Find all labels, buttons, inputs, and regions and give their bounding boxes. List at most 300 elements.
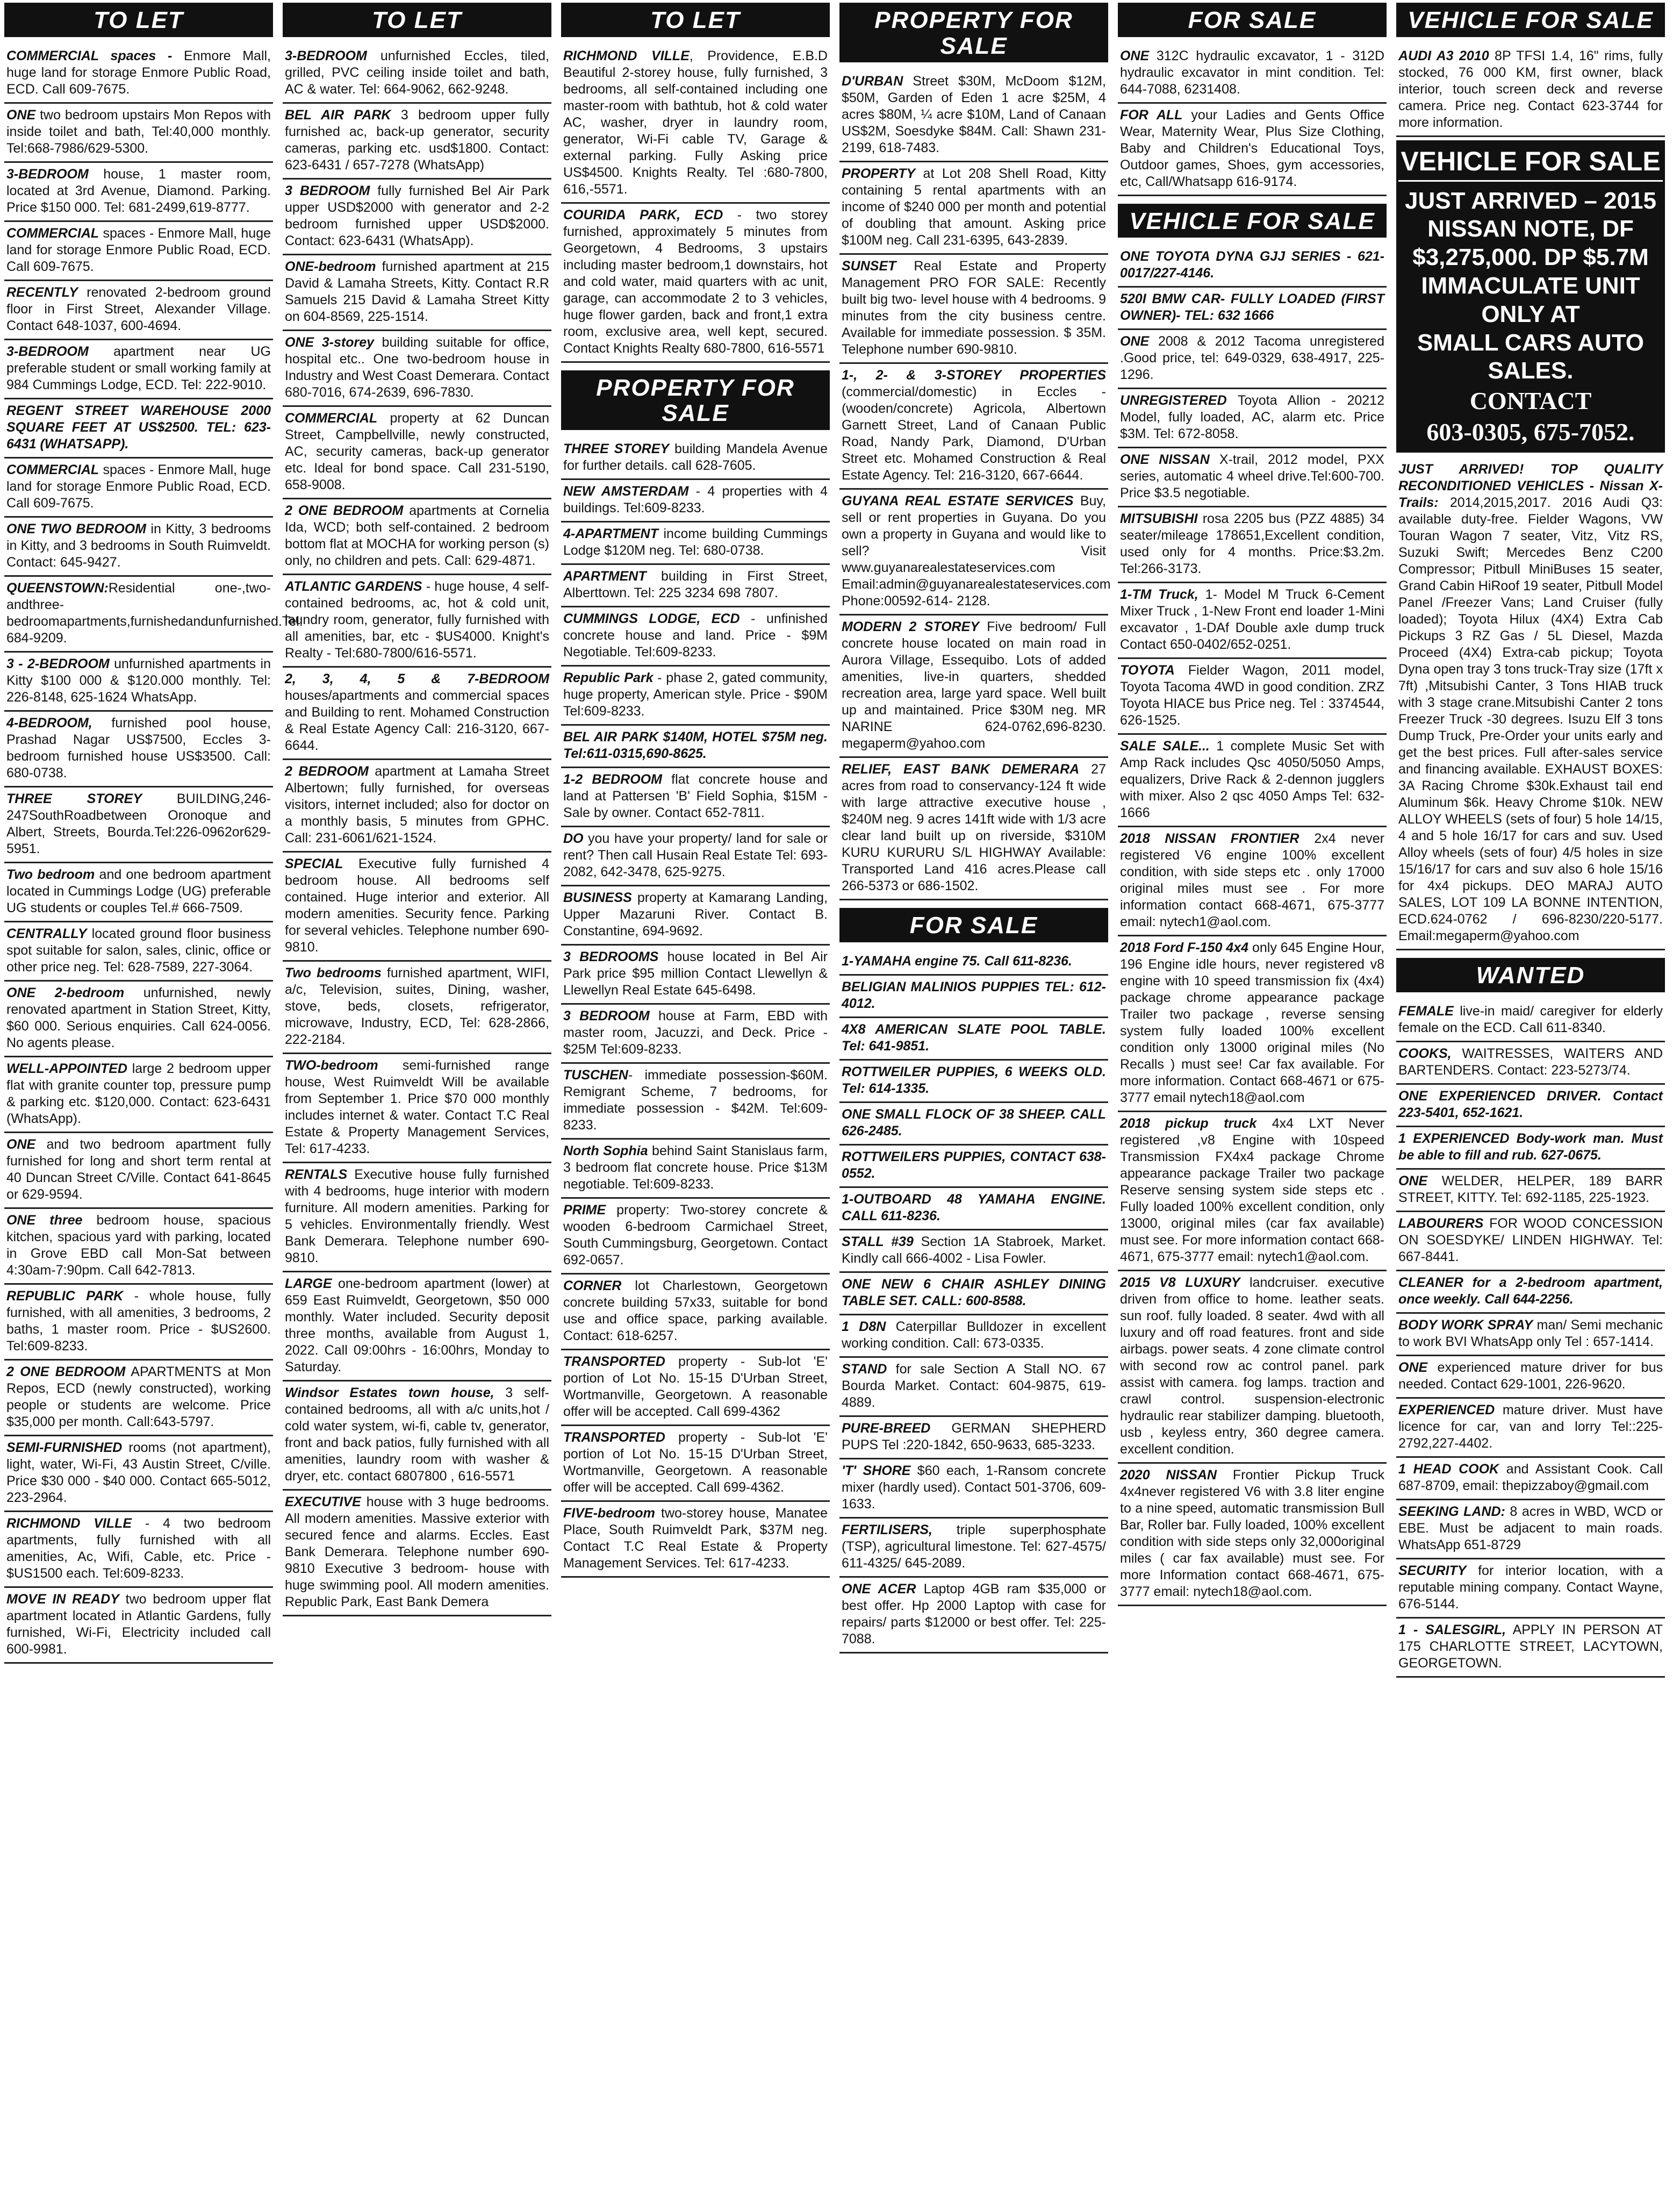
ad-lead: NEW AMSTERDAM <box>563 483 689 499</box>
classified-ad <box>561 522 830 565</box>
ad-text: Frontier Pickup Truck 4x4never registered V6 with 3.8 liter engine to a nine speed, automatic transmission Bull Bar, Roller bar. Fully loaded, 100% excellent condition with side steps only 32,000original miles ( car fax available) must see. For more Information contact 668-4671, 675-3777 email: nytech18@aol.com. <box>1120 1467 1384 1600</box>
ad-lead: Two bedroom <box>6 867 95 882</box>
ad-text: and Assistant Cook. Call 687-8709, email: thepizzaboy@gmail.com <box>1398 1461 1663 1493</box>
classified-ad <box>4 982 273 1057</box>
ad-lead: CLEANER for a 2-bedroom apartment, once weekly. Call 644-2256. <box>1398 1275 1663 1307</box>
classified-ad <box>283 255 551 331</box>
promo-line: SALES. <box>1488 357 1574 384</box>
ad-lead: REPUBLIC PARK <box>6 1288 124 1304</box>
ad-text: 4x4 LXT Never registered ,v8 Engine with 10speed Transmission FX4x4 package Chrome appearance package Trailer two package Reserve sensing system side steps etc . Fully loaded 100% excellent condition, only 13000, original miles (car fax available) must see. For more information contact 668-4671, 675-3777 email: nytech1@aol.com. <box>1120 1116 1384 1265</box>
classified-ad <box>1118 448 1387 507</box>
promo-line: IMMACULATE UNIT <box>1421 272 1640 299</box>
section-header: VEHICLE FOR SALE <box>1118 204 1387 238</box>
ad-text: spaces - Enmore Mall, huge land for storage Enmore Public Road, ECD. Call 609-7675. <box>6 462 271 511</box>
ad-text: Five bedroom/ Full concrete house located on main road in Aurora Village, Essequibo. Lots of added amenities, live-in quarters, shedded recreation area, large yard space. Well built up and maintained. Price $30M neg. MR NARINE 624-0762,696-8230. megaperm@yahoo.com <box>842 619 1107 751</box>
section-header: TO LET <box>561 3 830 37</box>
ad-lead: ONE ACER <box>842 1581 916 1597</box>
classified-ad <box>1118 507 1387 583</box>
ad-text: in Kitty, 3 bedrooms in Kitty, and 3 bedrooms in South Ruimveldt. Contact: 645-9427. <box>6 521 271 570</box>
classified-ad <box>4 104 273 163</box>
classified-ad <box>1396 1271 1665 1314</box>
classified-ad <box>4 1361 273 1436</box>
ad-lead: COMMERCIAL <box>6 225 99 241</box>
column-2 <box>283 3 551 2207</box>
ad-lead: 1-OUTBOARD 48 YAMAHA ENGINE. CALL 611-8236. <box>842 1191 1106 1223</box>
classified-ad <box>1118 827 1387 936</box>
ad-lead: 2015 V8 LUXURY <box>1120 1275 1240 1291</box>
section-header: TO LET <box>283 3 551 37</box>
ad-text: house with 3 huge bedrooms. All modern amenities. Massive exterior with secured fence and alarms. Eccles. East Bank Demerara. Telephone number 690-9810 Executive 3 bedroom- house with huge swimming pool. All modern amenities. Republic Park, East Bank Demera <box>285 1494 549 1609</box>
ad-text: BUILDING,246-247SouthRoadbetween Oronoque and Albert, Streets, Bourda.Tel:226-0962or629-5951. <box>6 791 271 856</box>
classified-ad <box>4 1285 273 1361</box>
ad-lead: 3 - 2-BEDROOM <box>6 656 110 671</box>
ad-lead: THREE STOREY <box>563 441 670 456</box>
ad-text: two-storey house, Manatee Place, South Ruimveldt Park, $37M neg. Contact T.C Real Estate & Property Management Services. Tel: 617-4233. <box>563 1505 828 1571</box>
classified-ad <box>839 255 1108 364</box>
classified-ad <box>839 1018 1108 1061</box>
classified-ad <box>561 1502 830 1578</box>
ad-text: - phase 2, gated community, huge property, American style. Price - $90M Tel:609-8233. <box>563 670 828 719</box>
classified-ad <box>1396 1356 1665 1399</box>
ad-text: renovated 2-bedroom ground floor in First Street, Alexander Village. Contact 648-1037, 600-4694. <box>6 284 271 333</box>
section-header: WANTED <box>1396 958 1665 992</box>
ad-lead: SECURITY <box>1398 1563 1467 1578</box>
classified-ad <box>561 827 830 886</box>
classified-ad <box>839 364 1108 490</box>
ad-lead: ONE EXPERIENCED DRIVER. Contact 223-5401, 652-1621. <box>1398 1088 1663 1120</box>
ad-text: property at 62 Duncan Street, Campbellville, newly constructed, AC, security cameras, back-up generator etc. Ideal for bond space. Call 231-5190, 658-9008. <box>285 410 549 492</box>
ad-lead: 1-TM Truck, <box>1120 587 1198 603</box>
classified-ad <box>1118 1112 1387 1271</box>
classified-ad <box>839 950 1108 976</box>
classified-ad <box>4 340 273 399</box>
classified-ad <box>4 863 273 922</box>
classified-ad <box>839 162 1108 255</box>
classified-ad <box>1396 1042 1665 1085</box>
classified-ad <box>4 577 303 653</box>
ad-lead: SEMI-FURNISHED <box>6 1440 123 1455</box>
classified-ad <box>839 1315 1108 1358</box>
classified-ad <box>839 1230 1108 1273</box>
ad-text: large 2 bedroom upper flat with granite counter top, pressure pump & parking etc. $120,000. Contact: 623-6431 (WhatsApp). <box>6 1061 271 1126</box>
ad-lead: FOR ALL <box>1120 107 1183 123</box>
classified-ad <box>561 946 830 1005</box>
ad-lead: 2018 pickup truck <box>1120 1116 1257 1132</box>
ad-lead: 1-2 BEDROOM <box>563 771 662 787</box>
ad-lead: TRANSPORTED <box>563 1354 665 1369</box>
ad-lead: FEMALE <box>1398 1003 1454 1019</box>
classified-ad <box>839 1417 1108 1459</box>
ad-text: apartments at Cornelia Ida, WCD; both self-contained. 2 bedroom bottom flat at MOCHA for working person (s) only, no children and pets. Call: 629-4871. <box>285 503 549 568</box>
section-header: FOR SALE <box>839 908 1108 942</box>
ad-text: Executive house fully furnished with 4 bedrooms, huge interior with modern furniture. All modern amenities. Parking for 5 vehicles. Environmentally friendly. West Bank Demerara. Telephone number 690-9810. <box>285 1166 549 1265</box>
classified-ad <box>839 70 1108 162</box>
ad-text: flat concrete house and land at Pattersen 'B' Field Sophia, $15M - Sale by owner. Contact 652-7811. <box>563 771 828 820</box>
classified-ad <box>561 1275 830 1350</box>
classified-ad <box>283 1163 551 1272</box>
ad-lead: RICHMOND VILLE <box>563 48 690 63</box>
ad-text: building Mandela Avenue for further details. call 628-7605. <box>563 441 828 473</box>
classified-ad <box>561 667 830 726</box>
ad-lead: ONE <box>1120 334 1150 349</box>
ad-text: 2014,2015,2017. 2016 Audi Q3: available duty-free. Fielder Wagons, VW Touran Wagon 7 seater, Vitz, Vitz RS, Suzuki Swift; Mercedes Benz C200 Compressor; Pitbull MiniBuses 15 seater, Grand Cabin HiRoof 19 seater, Pitbull Model Panel /Freezer Vans; Land Cruiser (fully loaded); Toyota Hilux (4X4) Extra Cab Pickups 3 RZ Gas / 5L Diesel, Mazda Proceed (4X4) Extra-cab pickup; Toyota Dyna open tray 3 tons truck-Tray size (17ft x 7ft) ,Mitsubishi Canter, 3 Tons HIAB truck with 3 stage crane.Mitsubishi Canter 2 tons Freezer Truck -30 degrees. Isuzu Elf 3 tons Dump Truck, Pre-Order your units early and get the best prices. Full after-sales service and financing available. EXHAUST BOXES: 3A Racing Chrome $30k.Exhaust tail end Aluminum $6k. Heavy Chrome $10k. NEW ALLOY WHEELS (sets of four) 5 hole 14/15, 4 and 5 hole 16/17 for cars and suv. Used Alloy wheels (sets of four) 4/5 holes in size 15/16/17 for cars and suv also 6 hole 15/16 for 4x4 pickups. DEO MARAJ AUTO SALES, LOT 109 LA BONNE INTENTION, ECD.624-0762 / 696-8230/220-5177. Email:megaperm@yahoo.com <box>1398 495 1663 944</box>
classified-ad <box>1118 1464 1387 1606</box>
promo-line: JUST ARRIVED – 2015 <box>1405 187 1656 214</box>
classified-ad <box>1396 1085 1665 1127</box>
section-header: PROPERTY FOR SALE <box>839 3 1108 62</box>
ad-text: 8P TFSI 1.4, 16" rims, fully stocked, 76 000 KM, first owner, black interior, touch screen deck and reverse camera. Price neg. Contact 623-3744 for more information. <box>1398 48 1663 130</box>
classified-ad <box>283 104 551 180</box>
ad-lead: ONE <box>1398 1359 1428 1375</box>
ad-lead: THREE STOREY <box>6 791 142 806</box>
ad-lead: BODY WORK SPRAY <box>1398 1317 1533 1333</box>
classified-ad <box>1396 1170 1665 1212</box>
ad-lead: RICHMOND VILLE <box>6 1515 132 1531</box>
ad-lead: 2018 NISSAN FRONTIER <box>1120 831 1300 847</box>
classified-ad <box>839 1358 1108 1417</box>
classified-ad <box>839 758 1108 900</box>
classified-ad <box>561 1426 830 1502</box>
ad-text: 8 acres in WBD, WCD or EBE. Must be adjacent to main roads. WhatsApp 651-8729 <box>1398 1504 1663 1552</box>
column-3 <box>561 3 830 2207</box>
ad-lead: ONE TOYOTA DYNA GJJ SERIES - 621-0017/227-4146. <box>1120 249 1384 281</box>
ad-lead: BELIGIAN MALINIOS PUPPIES TEL: 612-4012. <box>842 979 1106 1011</box>
classified-ad <box>1118 389 1387 448</box>
classified-ad <box>4 1133 273 1209</box>
classified-ad <box>1396 458 1665 950</box>
ad-text: - huge house, 4 self-contained bedrooms, ac, hot & cold unit, laundry room, generator, fully furnished with all amenities, bar, etc - $US4000. Knight's Realty - Tel:680-7800/616-5571. <box>285 578 549 661</box>
classified-ad <box>839 490 1111 615</box>
ad-lead: 'T' SHORE <box>842 1463 911 1478</box>
ad-text: for interior location, with a reputable mining company. Contact Wayne, 676-5144. <box>1398 1563 1663 1612</box>
classified-ad <box>561 1064 830 1140</box>
classified-ad <box>839 976 1108 1018</box>
ad-text: APARTMENTS at Mon Repos, ECD (newly constructed), working people or students are welcome. Price $35,000 per month. Call:643-5797. <box>6 1364 271 1429</box>
classified-ad <box>4 712 273 788</box>
ad-lead: RELIEF, EAST BANK DEMERARA <box>842 762 1080 777</box>
ad-text: furnished apartment, WIFI, a/c, Television, suites, Dining, washer, stove, beds, closets, refrigerator, microwave, Industry, ECD, Tel: 628-2866, 222-2184. <box>285 965 549 1047</box>
classified-ad <box>4 518 273 577</box>
ad-text: property - Sub-lot 'E' portion of Lot No. 15-15 D'Urban Street, Wortmanville, Georgetown. A reasonable offer will be accepted. Call 699-4362. <box>563 1429 828 1495</box>
ad-text: Caterpillar Bulldozer in excellent working condition. Call: 673-0335. <box>842 1319 1106 1351</box>
ad-text: Executive fully furnished 4 bedroom house. All bedrooms self contained. Huge interior and exterior. All modern amenities. Security fence. Parking for several vehicles. Telephone number 690-9810. <box>285 856 549 955</box>
classified-ad <box>561 726 830 768</box>
ad-lead: BEL AIR PARK $140M, HOTEL $75M neg. Tel:611-0315,690-8625. <box>563 729 828 761</box>
ad-lead: LARGE <box>285 1276 332 1291</box>
classified-ad <box>561 1140 830 1199</box>
ad-text: X-trail, 2012 model, PXX series, automatic 4 wheel drive.Tel:600-700. Price $3.5 negotiable. <box>1120 452 1384 501</box>
ad-text: building in First Street, Alberttown. Tel: 225 3234 698 7807. <box>563 568 828 600</box>
ad-lead: 1 D8N <box>842 1319 886 1334</box>
ad-text: and one bedroom apartment located in Cummings Lodge (UG) preferable UG students or couples Tel.# 666-7509. <box>6 867 271 915</box>
ad-text: for sale Section A Stall NO. 67 Bourda Market. Contact: 604-9875, 619-4889. <box>842 1361 1106 1410</box>
ad-text: Toyota Allion - 20212 Model, fully loaded, AC, alarm etc. Price $3M. Tel: 672-8058. <box>1120 393 1384 442</box>
ad-lead: TOYOTA <box>1120 663 1175 678</box>
ad-lead: COURIDA PARK, ECD <box>563 207 723 223</box>
classified-ad <box>839 1188 1108 1230</box>
ad-lead: ATLANTIC GARDENS <box>285 578 422 594</box>
ad-lead: COMMERCIAL spaces - <box>6 48 173 63</box>
promo-contact: CONTACT <box>1469 387 1592 415</box>
ad-lead: EXECUTIVE <box>285 1494 361 1509</box>
ad-text: located ground floor business spot suitable for salon, sales, clinic, office or other price neg. Tel: 628-7589, 227-3064. <box>6 926 271 975</box>
classified-ad <box>283 1054 551 1163</box>
section-header: PROPERTY FOR SALE <box>561 370 830 430</box>
classified-ad <box>283 853 551 962</box>
promo-line: ONLY AT <box>1481 300 1580 327</box>
ad-text: 1- Model M Truck 6-Cement Mixer Truck , 1-New Front end loader 1-Mini excavator , 1-DAf Double axle dump truck Contact 650-0402/652-0251. <box>1120 587 1385 653</box>
column-4 <box>839 3 1111 2207</box>
classified-ad <box>839 1578 1108 1653</box>
ad-lead: MODERN 2 STOREY <box>842 619 979 635</box>
classified-ad <box>283 668 551 760</box>
column-1 <box>4 3 303 2207</box>
classified-ad <box>1118 288 1387 330</box>
ad-lead: ONE <box>6 107 36 123</box>
ad-lead: APARTMENT <box>563 568 647 584</box>
ad-lead: 2 ONE BEDROOM <box>6 1364 126 1379</box>
ad-text: man/ Semi mechanic to work BVI WhatsApp only Tel : 657-1414. <box>1398 1317 1663 1349</box>
ad-lead: TWO-bedroom <box>285 1057 378 1073</box>
ad-lead: COMMERCIAL <box>6 462 99 477</box>
ad-text: - two storey furnished, approximately 5 minutes from Georgetown, 4 Bedrooms, 3 upstairs including master bedroom,1 downstairs, hot and cold water, maid quarters with ac unit, garage, can accommodate 2 to 3 vehicles, huge flower garden, back and front,1 extra room, exclusive area, well kept, secured. Contact Knights Realty 680-7800, 616-5571 <box>563 207 828 356</box>
classified-ad <box>561 480 830 522</box>
ad-text: 27 acres from road to conservancy-124 ft wide with large attractive executive house , $240M neg. 9 acres 141ft wide with 1/3 acre clear land built up on riverside, $310M KURU KURURU S/L HIGHWAY Available: Transported Land 416 acres.Please call 266-5373 or 686-1502. <box>842 762 1106 894</box>
promo-phones: 603-0305, 675-7052. <box>1426 418 1635 446</box>
ad-text: house at Farm, EBD with master room, Jacuzzi, and Deck. Price - $25M Tel:609-8233. <box>563 1008 828 1057</box>
classified-ad <box>1118 735 1387 827</box>
classified-ad <box>1396 45 1665 137</box>
ad-text: Real Estate and Property Management PRO FOR SALE: Recently built big two- level house with 4 bedrooms. 9 minutes from the city business centre. Available for immediate possession. $ 35M. Telephone number 690-9810. <box>842 259 1106 357</box>
classified-ad <box>561 438 830 480</box>
classified-ad <box>561 1350 830 1426</box>
ad-lead: TRANSPORTED <box>563 1429 665 1445</box>
ad-lead: 3 BEDROOM <box>285 183 370 198</box>
ad-text: - unfinished concrete house and land. Price - $9M Negotiable. Tel:609-8233. <box>563 611 828 660</box>
classified-ad <box>561 565 830 607</box>
ad-text: semi-furnished range house, West Ruimveldt Will be available from September 1. Price $70 000 monthly includes internet & water. Contact T.C Real Estate & Property Management Services, Tel: 617-4233. <box>285 1057 549 1156</box>
ad-text: unfurnished, newly renovated apartment in Station Street, Kitty, $60 000. Serious enquiries. Call 624-0056. No agents please. <box>6 985 271 1050</box>
classified-ad <box>1118 659 1387 735</box>
ad-lead: CORNER <box>563 1278 622 1293</box>
ad-text: 2008 & 2012 Tacoma unregistered .Good price, tel: 649-0329, 638-4917, 225-1296. <box>1120 334 1384 383</box>
ad-text: 3 self- contained bedrooms, all with a/c units,hot / cold water system, wi-fi, cable tv, generator, front and back patios, fully furnished with all amenities, laundry room with washer & dryer, etc. contact 6807800 , 616-5571 <box>285 1385 549 1484</box>
ad-lead: 3-BEDROOM <box>6 343 89 359</box>
classified-ad <box>839 615 1108 758</box>
ad-text: bedroom house, spacious kitchen, spacious yard with parking, located in Grove EBD call Mon-Sat between 4:30am-7:90pm. Call 642-7813. <box>6 1212 271 1278</box>
ad-lead: FIVE-bedroom <box>563 1505 655 1521</box>
ad-text: two bedroom upstairs Mon Repos with inside toilet and bath, Tel:40,000 monthly. Tel:668-7986/629-5300. <box>6 107 271 156</box>
classified-ad <box>561 45 830 204</box>
classified-ad <box>283 407 551 499</box>
ad-lead: RENTALS <box>285 1166 348 1182</box>
ad-lead: Windsor Estates town house, <box>285 1385 494 1400</box>
ad-text: - whole house, fully furnished, with all amenities, 3 bedrooms, 2 baths, 1 master room. Price - $US2600. Tel:609-8233. <box>6 1288 271 1354</box>
ad-lead: ONE-bedroom <box>285 259 376 274</box>
ad-text: and two bedroom apartment fully furnished for long and short term rental at 40 Duncan Street C/Ville. Contact 641-8645 or 629-9594. <box>6 1136 271 1202</box>
ad-lead: PRIME <box>563 1202 606 1218</box>
ad-lead: ONE 3-storey <box>285 334 374 350</box>
ad-lead: DO <box>563 831 584 846</box>
ad-lead: 1 HEAD COOK <box>1398 1461 1499 1477</box>
ad-lead: STALL #39 <box>842 1234 914 1249</box>
ad-lead: 3 BEDROOM <box>563 1008 650 1023</box>
ad-text: Street $30M, McDoom $12M, $50M, Garden of Eden 1 acre $25M, 4 acres $80M, ¼ acre $10M, Land of Canaan US$2M, Soesdyke $84M. Call: Shawn 231-2199, 618-7483. <box>842 74 1106 156</box>
ad-lead: 4-APARTMENT <box>563 526 658 541</box>
ad-lead: ONE 2-bedroom <box>6 985 125 1000</box>
ad-text: your Ladies and Gents Office Wear, Maternity Wear, Plus Size Clothing, Baby and Children's Educational Toys, Outdoor games, Shoes, gym accessories, etc, Call/Whatsapp 616-9174. <box>1120 107 1384 189</box>
ad-lead: 2 BEDROOM <box>285 763 369 779</box>
classified-ad <box>4 1512 273 1588</box>
ad-text: Enmore Mall, huge land for storage Enmore Public Road, ECD. Call 609-7675. <box>6 48 271 97</box>
ad-lead: BUSINESS <box>563 890 632 905</box>
classified-ad <box>283 962 551 1054</box>
section-header: TO LET <box>4 3 273 37</box>
ad-lead: 1 EXPERIENCED Body-work man. Must be able to fill and rub. 627-0675. <box>1398 1130 1663 1163</box>
ad-text: at Lot 208 Shell Road, Kitty containing 5 rental apartments with an income of $240 000 per month and potential of doubling that amount. Asking price $100M neg. Call 231-6395, 643-2839. <box>842 166 1106 248</box>
ad-lead: 3-BEDROOM <box>6 166 89 182</box>
ad-lead: AUDI A3 2010 <box>1398 48 1489 63</box>
classified-ad <box>1396 1212 1665 1271</box>
ad-lead: Two bedrooms <box>285 965 382 980</box>
classified-ad <box>839 1061 1108 1103</box>
classified-ad <box>1396 1399 1665 1458</box>
classified-ad <box>283 331 551 407</box>
ad-lead: 1-YAMAHA engine 75. Call 611-8236. <box>842 953 1072 969</box>
ad-text: apartment at Lamaha Street Albertown; fully furnished, for overseas visitors, internet included; also for doctor on a monthly basis, 5 minutes from GPHC. Call: 231-6061/621-1524. <box>285 763 549 846</box>
ad-lead: 4-BEDROOM, <box>6 715 92 731</box>
ad-text: experienced mature driver for bus needed. Contact 629-1001, 226-9620. <box>1398 1359 1663 1392</box>
classified-ad <box>1118 104 1387 196</box>
ad-lead: WELL-APPOINTED <box>6 1061 127 1076</box>
classified-ad <box>4 1436 273 1512</box>
ad-text: furnished apartment at 215 David & Lamaha Streets, Kitty. Contact R.R Samuels 215 David & Lamaha Street Kitty on 604-8569, 225-1514. <box>285 259 549 324</box>
ad-text: mature driver. Must have licence for car, van and lorry Tel::225-2792,227-4402. <box>1398 1402 1663 1451</box>
ad-text: house, 1 master room, located at 3rd Avenue, Diamond. Parking. Price $150 000. Tel: 681-2499,619-8777. <box>6 166 271 215</box>
ad-text: behind Saint Stanislaus farm, 3 bedroom flat concrete house. Price $13M negotiable. Tel:609-8233. <box>563 1143 828 1192</box>
ad-lead: REGENT STREET WAREHOUSE 2000 SQUARE FEET AT US$2500. TEL: 623-6431 (WHATSAPP). <box>6 403 271 452</box>
ad-text: live-in maid/ caregiver for elderly female on the ECD. Call 611-8340. <box>1398 1003 1663 1035</box>
ad-lead: 1-, 2- & 3-STOREY PROPERTIES <box>842 368 1106 383</box>
ad-lead: MITSUBISHI <box>1120 511 1198 527</box>
classified-ad <box>1396 1500 1665 1559</box>
ad-lead: 1 - SALESGIRL, <box>1398 1622 1506 1637</box>
classified-ad <box>839 1459 1108 1519</box>
classified-ad <box>1396 1619 1665 1678</box>
ad-text: GERMAN SHEPHERD PUPS Tel :220-1842, 650-9633, 685-3233. <box>842 1420 1106 1452</box>
ad-text: Residential one-,two-andthree-bedroomapartments,furnishedandunfurnished.Tel: 684-9209. <box>6 580 303 646</box>
classified-ad <box>839 1519 1108 1578</box>
classified-ad <box>283 760 551 853</box>
ad-lead: 2020 NISSAN <box>1120 1467 1217 1483</box>
ad-text: Laptop 4GB ram $35,000 or best offer. Hp 2000 Laptop with case for repairs/ parts $12000 or best offer. Tel: 225-7088. <box>842 1581 1107 1647</box>
ad-lead: LABOURERS <box>1398 1215 1484 1231</box>
ad-text: property: Two-storey concrete & wooden 6-bedroom Carmichael Street, South Cummingsburg, Georgetown. Contact 692-0657. <box>563 1202 828 1268</box>
ad-text: two bedroom upper flat apartment located in Atlantic Gardens, fully furnished, Wi-Fi, Electricity included call 600-9981. <box>6 1591 271 1657</box>
ad-text: apartment near UG preferable student or small working family at 984 Cummings Lodge, ECD. Tel: 222-9010. <box>6 343 271 392</box>
ad-text: - 4 two bedroom apartments, fully furnished with all amenities, Ac, Wifi, Cable, etc. Price - $US1500 each. Tel:609-8233. <box>6 1515 271 1581</box>
classified-ad <box>4 281 273 340</box>
ad-text: APPLY IN PERSON AT 175 CHARLOTTE STREET, LACYTOWN, GEORGETOWN. <box>1398 1622 1663 1671</box>
ad-text: unfurnished apartments in Kitty $100 000 & $120.000 monthly. Tel: 226-8148, 625-1624 WhatsApp. <box>6 656 271 705</box>
classified-ad <box>1118 583 1387 659</box>
ad-lead: PROPERTY <box>842 166 916 182</box>
ad-lead: FERTILISERS, <box>842 1522 933 1537</box>
ad-lead: D'URBAN <box>842 74 903 89</box>
promo-line: NISSAN NOTE, DF <box>1427 216 1634 242</box>
classified-ad <box>4 459 273 518</box>
classified-ad <box>1396 1559 1665 1619</box>
classified-ad <box>4 653 273 712</box>
ad-lead: ONE TWO BEDROOM <box>6 521 146 536</box>
classified-ad <box>561 1199 830 1275</box>
ad-text: furnished pool house, Prashad Nagar US$7500, Eccles 3-bedroom furnished house US$3500. Call: 680-0738. <box>6 715 271 781</box>
classified-ad <box>561 886 830 946</box>
vehicle-promo-box <box>1396 140 1665 453</box>
classified-ad <box>839 1273 1108 1315</box>
classified-ad <box>561 1005 830 1064</box>
classified-ad <box>4 222 273 281</box>
classified-ad <box>283 1381 551 1491</box>
ad-text: Buy, sell or rent properties in Guyana. Do you own a property in Guyana and would like to sell? Visit www.guyanarealestateservices.com Email:admin@guyanarealestateservices.com Phone:00592-614- 2128. <box>842 493 1111 609</box>
classified-ad <box>561 768 830 827</box>
ad-lead: COMMERCIAL <box>285 410 378 426</box>
ad-text: Section 1A Stabroek, Market. Kindly call 666-4002 - Lisa Fowler. <box>842 1234 1106 1266</box>
classified-ad <box>4 1057 273 1133</box>
classified-ad <box>4 922 273 982</box>
ad-text: income building Cummings Lodge $120M neg. Tel: 680-0738. <box>563 526 828 558</box>
classified-ad <box>1396 1458 1665 1500</box>
ad-text: WAITRESSES, WAITERS AND BARTENDERS. Contact: 223-5273/74. <box>1398 1046 1663 1078</box>
ad-text: 3 bedroom upper fully furnished ac, back-up generator, security cameras, parking etc. usd$1800. Contact: 623-6431 / 657-7278 (WhatsApp) <box>285 107 549 173</box>
ad-lead: 3-BEDROOM <box>285 48 367 63</box>
ad-text: rosa 2205 bus (PZZ 4885) 34 seater/mileage 178651,Excellent condition, used only for 4 months. Price:$3.2m. Tel:266-3173. <box>1120 511 1384 577</box>
ad-text: Fielder Wagon, 2011 model, Toyota Tacoma 4WD in good condition. ZRZ Toyota HIACE bus Price neg. Tel : 3374544, 626-1525. <box>1120 663 1384 728</box>
ad-text: building suitable for office, hospital etc.. One two-bedroom house in Industry and West Coast Demerara. Contact 680-7016, 674-2639, 696-7830. <box>285 334 549 400</box>
ad-lead: SALE SALE... <box>1120 739 1210 754</box>
classified-ad <box>283 45 551 104</box>
ad-text: FOR WOOD CONCESSION ON SOESDYKE/ LINDEN HIGHWAY. Tel: 667-8441. <box>1398 1215 1663 1264</box>
ad-text: you have your property/ land for sale or rent? Then call Husain Real Estate Tel: 693-2082, 642-3478, 625-9275. <box>563 831 828 879</box>
ad-lead: ONE <box>1398 1173 1428 1189</box>
ad-text: (commercial/domestic) in Eccles - (wooden/concrete) Agricola, Albertown Garnett Street, Land of Canaan Public Road, Nandy Park, Diamond, D'Urban Street etc. Mohamed Construction & Real Estate Agency. Tel: 216-3120, 667-6644. <box>842 384 1106 483</box>
classified-ad <box>561 607 830 667</box>
classified-ad <box>839 1146 1108 1188</box>
ad-lead: RECENTLY <box>6 284 78 300</box>
ad-lead: GUYANA REAL ESTATE SERVICES <box>842 493 1074 509</box>
classified-ad <box>283 180 551 255</box>
ad-lead: 2018 Ford F-150 4x4 <box>1120 940 1249 956</box>
ad-lead: STAND <box>842 1361 887 1377</box>
classified-ad <box>1396 1000 1665 1042</box>
ad-text: lot Charlestown, Georgetown concrete building 57x33, suitable for bond use and office space, parking available. Contact: 618-6257. <box>563 1278 828 1343</box>
ad-lead: EXPERIENCED <box>1398 1402 1495 1418</box>
promo-line: SMALL CARS AUTO <box>1417 329 1645 356</box>
classified-ad <box>1118 936 1387 1112</box>
classified-ad <box>561 204 830 363</box>
ad-lead: SPECIAL <box>285 856 343 871</box>
ad-text: property - Sub-lot 'E' portion of Lot No. 15-15 D'Urban Street, Wortmanville, Georgetown. A reasonable offer will be accepted. Call 699-4362 <box>563 1354 828 1419</box>
ad-lead: UNREGISTERED <box>1120 393 1227 409</box>
ad-lead: BEL AIR PARK <box>285 107 391 123</box>
classified-ad <box>1118 45 1387 104</box>
ad-text: , Providence, E.B.D Beautiful 2-storey house, fully furnished, 3 bedrooms, all self-contained including one master-room with bathtub, hot & cold water AC, washer, dryer in laundry room, generator, Wi-Fi cable TV, Garage & external parking. Fully Asking price US$4500. Knights Realty. Tel :680-7800, 616,-5571. <box>563 48 828 197</box>
ad-lead: ONE NISSAN <box>1120 452 1210 468</box>
ad-text: - immediate possession-$60M. Remigrant Scheme, 7 bedrooms, for immediate possession - $42M. Tel:609-8233. <box>563 1067 828 1133</box>
ad-lead: ONE <box>1120 48 1150 63</box>
ad-text: landcruiser. executive driven from office to home. leather seats. sun roof. fully loaded. 8 seater. 4wd with all luxury and off road features. front and side airbags. power seats. 4 zone climate control with second row ac control panel. park assist with camera. fog lamps. traction and crawl control. suspension-electronic hydraulic rear stabilizer damping. bluetooth, usb , keyless entry, 360 degree camera. excellent condition. <box>1120 1275 1384 1457</box>
ad-lead: SUNSET <box>842 259 896 274</box>
